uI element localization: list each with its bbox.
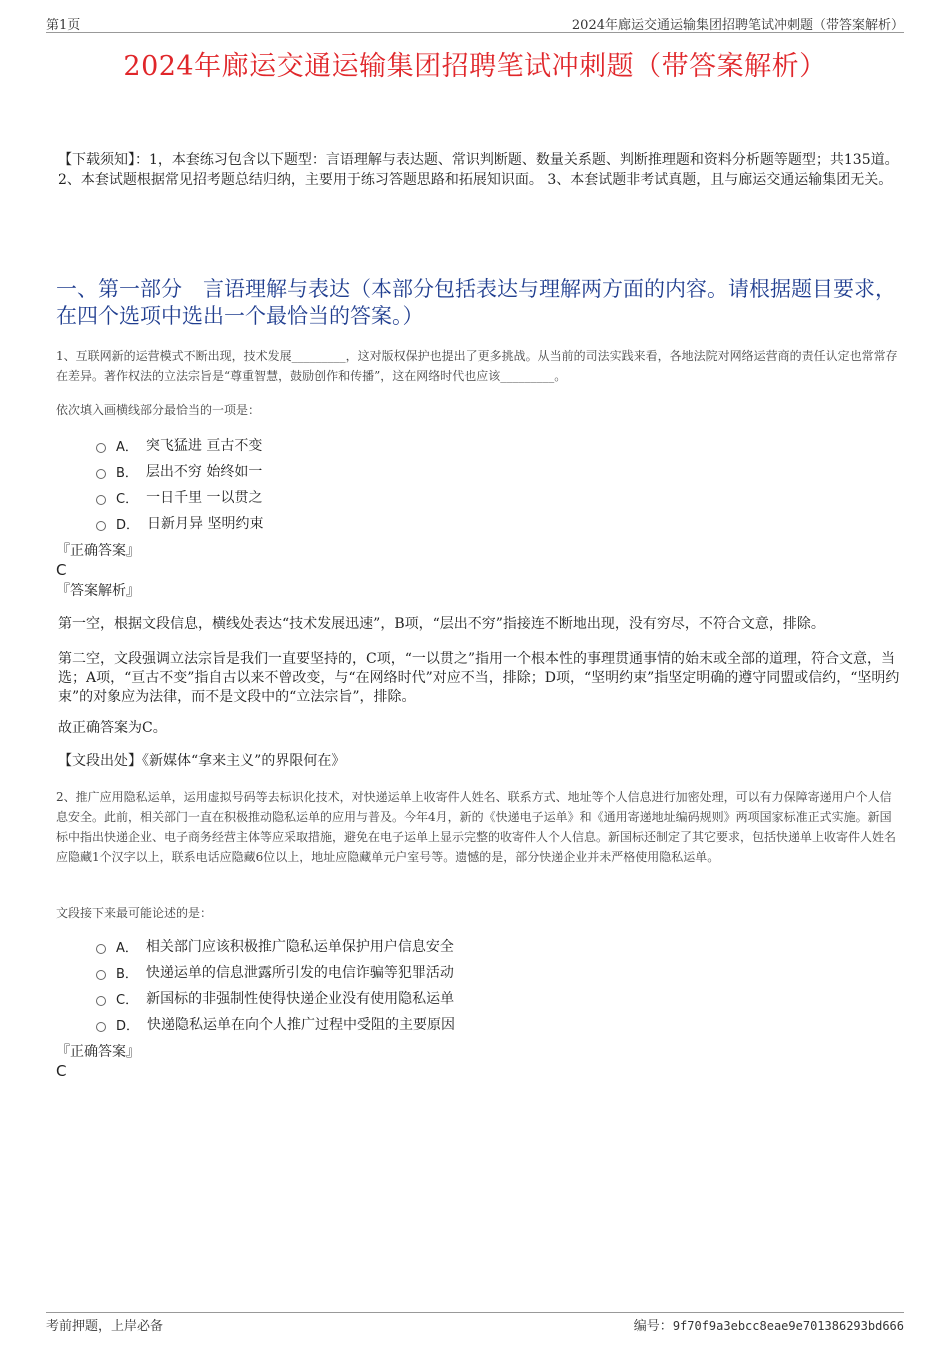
footer-slogan: 考前押题，上岸必备 — [46, 1319, 164, 1334]
analysis-label: 『答案解析』 — [56, 583, 140, 599]
option-text: 突飞猛进 亘古不变 — [145, 438, 263, 454]
option-b[interactable] — [96, 959, 455, 985]
code-value: 9f70f9a3ebcc8eae9e701386293bd666 — [672, 1319, 904, 1333]
document-code — [634, 1315, 904, 1334]
code-label: 编号： — [633, 1319, 673, 1334]
answer-label: 『正确答案』 — [56, 1044, 140, 1060]
radio-icon[interactable] — [96, 495, 106, 505]
option-text: 日新月异 坚明约束 — [147, 516, 264, 532]
option-d[interactable] — [96, 510, 263, 536]
section-heading: 一、第一部分 言语理解与表达（本部分包括表达与理解两方面的内容。请根据题目要求，在四个选项中选出一个最恰当的答案。） — [56, 277, 896, 328]
question-1-text: 1、互联网新的运营模式不断出现，技术发展_________，这对版权保护也提出了更多挑战。从当前的司法实践来看，各地法院对网络运营商的责任认定也常常存在差异。著作权法的立法宗旨是“尊重智慧，鼓励创作和传播”，这在网络时代也应该_________。 — [56, 349, 898, 383]
option-letter: C． — [116, 491, 139, 507]
option-letter: C． — [116, 992, 139, 1008]
page-number: 第1页 — [46, 18, 81, 33]
document-title: 2024年廊运交通运输集团招聘笔试冲刺题（带答案解析） — [123, 51, 827, 82]
question-1-prompt: 依次填入画横线部分最恰当的一项是： — [56, 403, 261, 417]
option-letter: D． — [116, 517, 140, 533]
option-letter: B． — [116, 465, 138, 481]
question-2-prompt: 文段接下来最可能论述的是： — [56, 906, 213, 920]
option-letter: B． — [116, 966, 138, 982]
answer-value: C — [56, 1062, 67, 1080]
radio-icon[interactable] — [96, 443, 106, 453]
option-d[interactable] — [96, 1011, 455, 1037]
option-text: 快递隐私运单在向个人推广过程中受阻的主要原因 — [147, 1017, 456, 1033]
radio-icon[interactable] — [96, 970, 106, 980]
option-a[interactable] — [96, 933, 455, 959]
option-text: 新国标的非强制性使得快递企业没有使用隐私运单 — [146, 991, 455, 1007]
option-text: 快递运单的信息泄露所引发的电信诈骗等犯罪活动 — [145, 965, 454, 981]
answer-label: 『正确答案』 — [56, 543, 140, 559]
option-letter: D． — [116, 1018, 140, 1034]
radio-icon[interactable] — [96, 944, 106, 954]
option-letter: A． — [116, 439, 138, 455]
download-notice: 【下载须知】：1，本套练习包含以下题型：言语理解与表达题、常识判断题、数量关系题、判断推理题和资料分析题等题型；共135道。 2、本套试题根据常见招考题总结归纳，主要用于练习答题思路和拓展知识面。 3、本套试题非考试真题，且与廊运交通运输集团无关。 — [58, 152, 899, 188]
option-letter: A． — [116, 940, 138, 956]
answer-value: C — [56, 561, 67, 579]
radio-icon[interactable] — [96, 521, 106, 531]
page-header — [46, 14, 904, 33]
analysis-paragraph: 故正确答案为C。 — [58, 720, 167, 736]
option-c[interactable] — [96, 985, 455, 1011]
option-b[interactable] — [96, 458, 263, 484]
question-2-text: 2、推广应用隐私运单，运用虚拟号码等去标识化技术，对快递运单上收寄件人姓名、联系方式、地址等个人信息进行加密处理，可以有力保障寄递用户个人信息安全。此前，相关部门一直在积极推动隐私运单的应用与普及。今年4月，新的《快递电子运单》和《通用寄递地址编码规则》两项国家标准正式实施。新国标中指出快递企业、电子商务经营主体等应采取措施，避免在电子运单上显示完整的收寄件人个人信息。新国标还制定了其它要求，包括快递单上收寄件人姓名应隐藏1个汉字以上，联系电话应隐藏6位以上，地址应隐藏单元户室号等。遗憾的是，部分快递企业并未严格使用隐私运单。 — [56, 790, 897, 864]
analysis-paragraph: 第二空，文段强调立法宗旨是我们一直要坚持的，C项，“一以贯之”指用一个根本性的事理贯通事情的始末或全部的道理，符合文意，当选；A项，“亘古不变”指自古以来不曾改变，与“在网络时代”对应不当，排除；D项，“坚明约束”指坚定明确的遵守同盟或信约，“坚明约束”的对象应为法律，而不是文段中的“立法宗旨”，排除。 — [58, 651, 900, 705]
option-text: 相关部门应该积极推广隐私运单保护用户信息安全 — [145, 939, 454, 955]
analysis-paragraph: 第一空，根据文段信息，横线处表达“技术发展迅速”，B项，“层出不穷”指接连不断地出现，没有穷尽，不符合文意，排除。 — [58, 616, 825, 632]
option-text: 层出不穷 始终如一 — [145, 464, 263, 480]
header-doc-title: 2024年廊运交通运输集团招聘笔试冲刺题（带答案解析） — [571, 18, 904, 33]
question-1-options — [96, 432, 263, 536]
option-text: 一日千里 一以贯之 — [146, 490, 263, 506]
radio-icon[interactable] — [96, 1022, 106, 1032]
radio-icon[interactable] — [96, 996, 106, 1006]
question-2-options — [96, 933, 455, 1037]
source-reference: 【文段出处】《新媒体“拿来主义”的界限何在》 — [58, 753, 346, 769]
option-a[interactable] — [96, 432, 263, 458]
option-c[interactable] — [96, 484, 263, 510]
page-footer — [46, 1312, 904, 1333]
radio-icon[interactable] — [96, 469, 106, 479]
